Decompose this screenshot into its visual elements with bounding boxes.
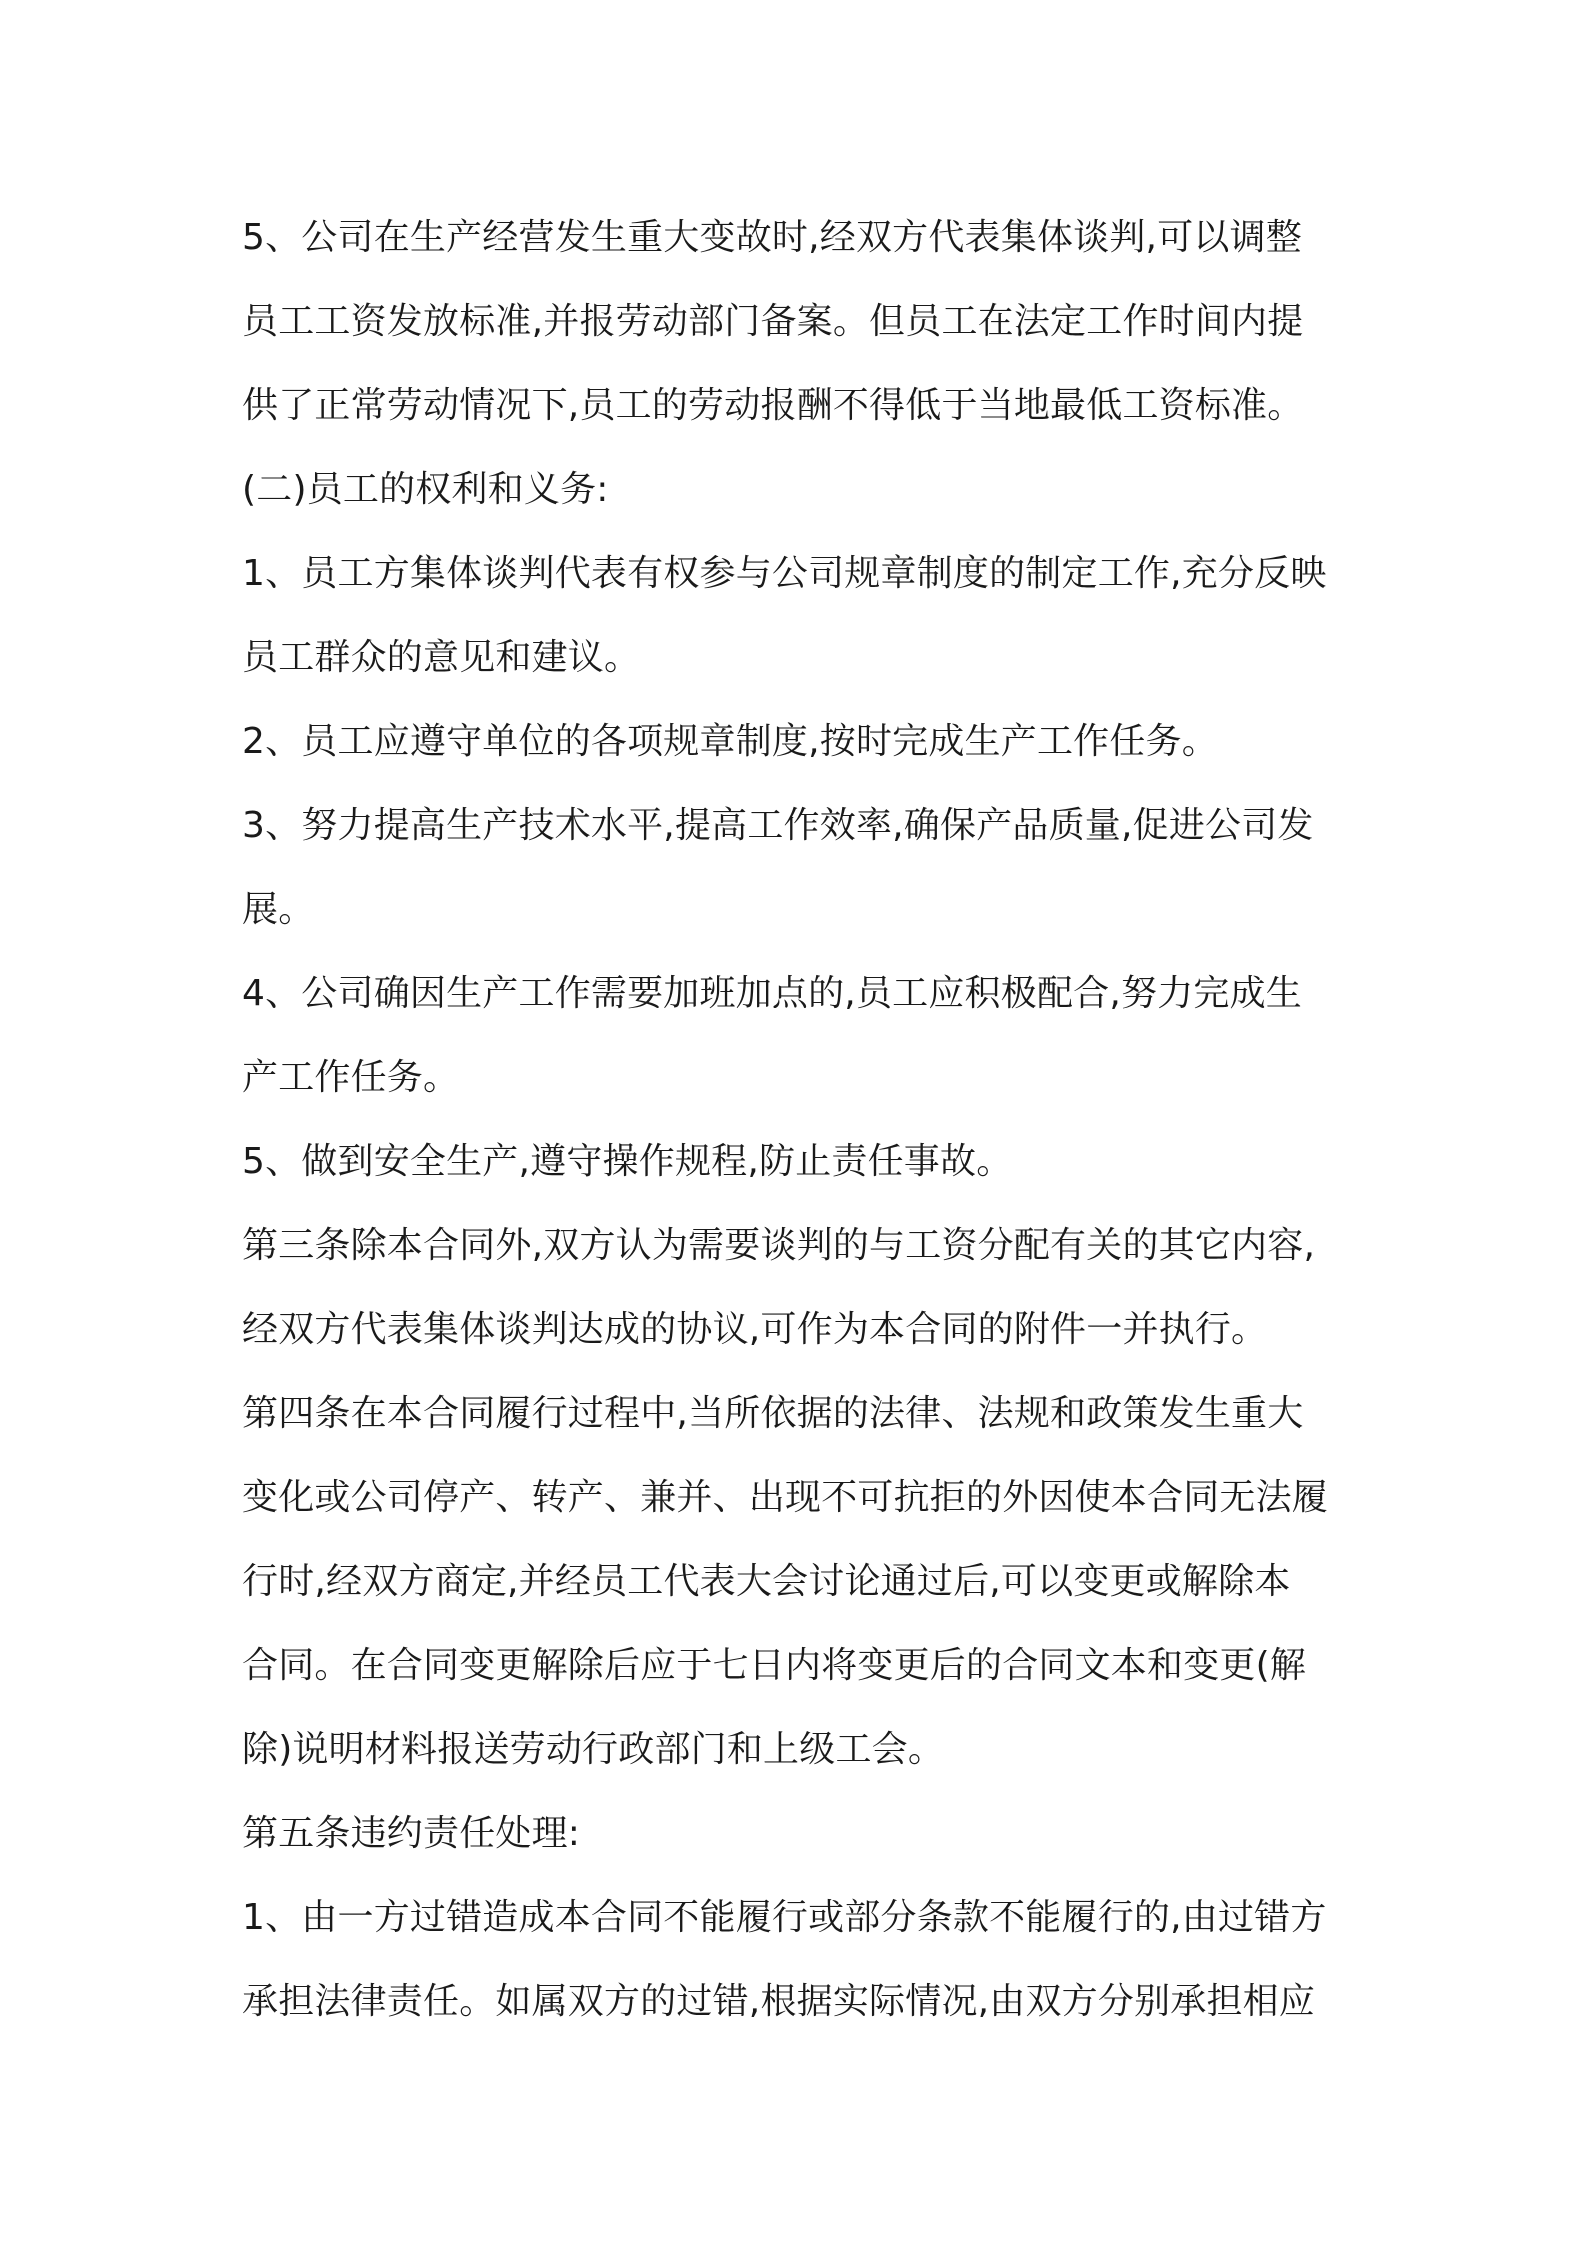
text-line: 5、做到安全生产,遵守操作规程,防止责任事故。	[242, 1141, 1013, 1182]
text-line: 2、员工应遵守单位的各项规章制度,按时完成生产工作任务。	[242, 721, 1218, 762]
text-line: 第四条在本合同履行过程中,当所依据的法律、法规和政策发生重大	[242, 1393, 1304, 1434]
text-line: 除)说明材料报送劳动行政部门和上级工会。	[242, 1729, 945, 1770]
text-line: 产工作任务。	[242, 1057, 460, 1098]
text-line: 合同。在合同变更解除后应于七日内将变更后的合同文本和变更(解	[242, 1645, 1307, 1686]
text-line: 员工群众的意见和建议。	[242, 637, 641, 678]
text-line: 5、公司在生产经营发生重大变故时,经双方代表集体谈判,可以调整	[242, 217, 1302, 258]
text-line: 第三条除本合同外,双方认为需要谈判的与工资分配有关的其它内容,	[242, 1225, 1316, 1266]
document-body	[242, 196, 1362, 2044]
text-line: 4、公司确因生产工作需要加班加点的,员工应积极配合,努力完成生	[242, 973, 1302, 1014]
text-line: 员工工资发放标准,并报劳动部门备案。但员工在法定工作时间内提	[242, 301, 1304, 342]
text-line: 经双方代表集体谈判达成的协议,可作为本合同的附件一并执行。	[242, 1309, 1268, 1350]
section-heading: (二)员工的权利和义务:	[242, 469, 609, 510]
text-line: 变化或公司停产、转产、兼并、出现不可抗拒的外因使本合同无法履	[242, 1477, 1329, 1518]
text-line: 3、努力提高生产技术水平,提高工作效率,确保产品质量,促进公司发	[242, 805, 1314, 846]
text-line: 展。	[242, 889, 315, 930]
section-heading: 第五条违约责任处理:	[242, 1813, 581, 1854]
text-line: 1、员工方集体谈判代表有权参与公司规章制度的制定工作,充分反映	[242, 553, 1327, 594]
text-line: 1、由一方过错造成本合同不能履行或部分条款不能履行的,由过错方	[242, 1897, 1327, 1938]
text-line: 行时,经双方商定,并经员工代表大会讨论通过后,可以变更或解除本	[242, 1561, 1291, 1602]
text-line: 承担法律责任。如属双方的过错,根据实际情况,由双方分别承担相应	[242, 1981, 1316, 2022]
text-line: 供了正常劳动情况下,员工的劳动报酬不得低于当地最低工资标准。	[242, 385, 1304, 426]
